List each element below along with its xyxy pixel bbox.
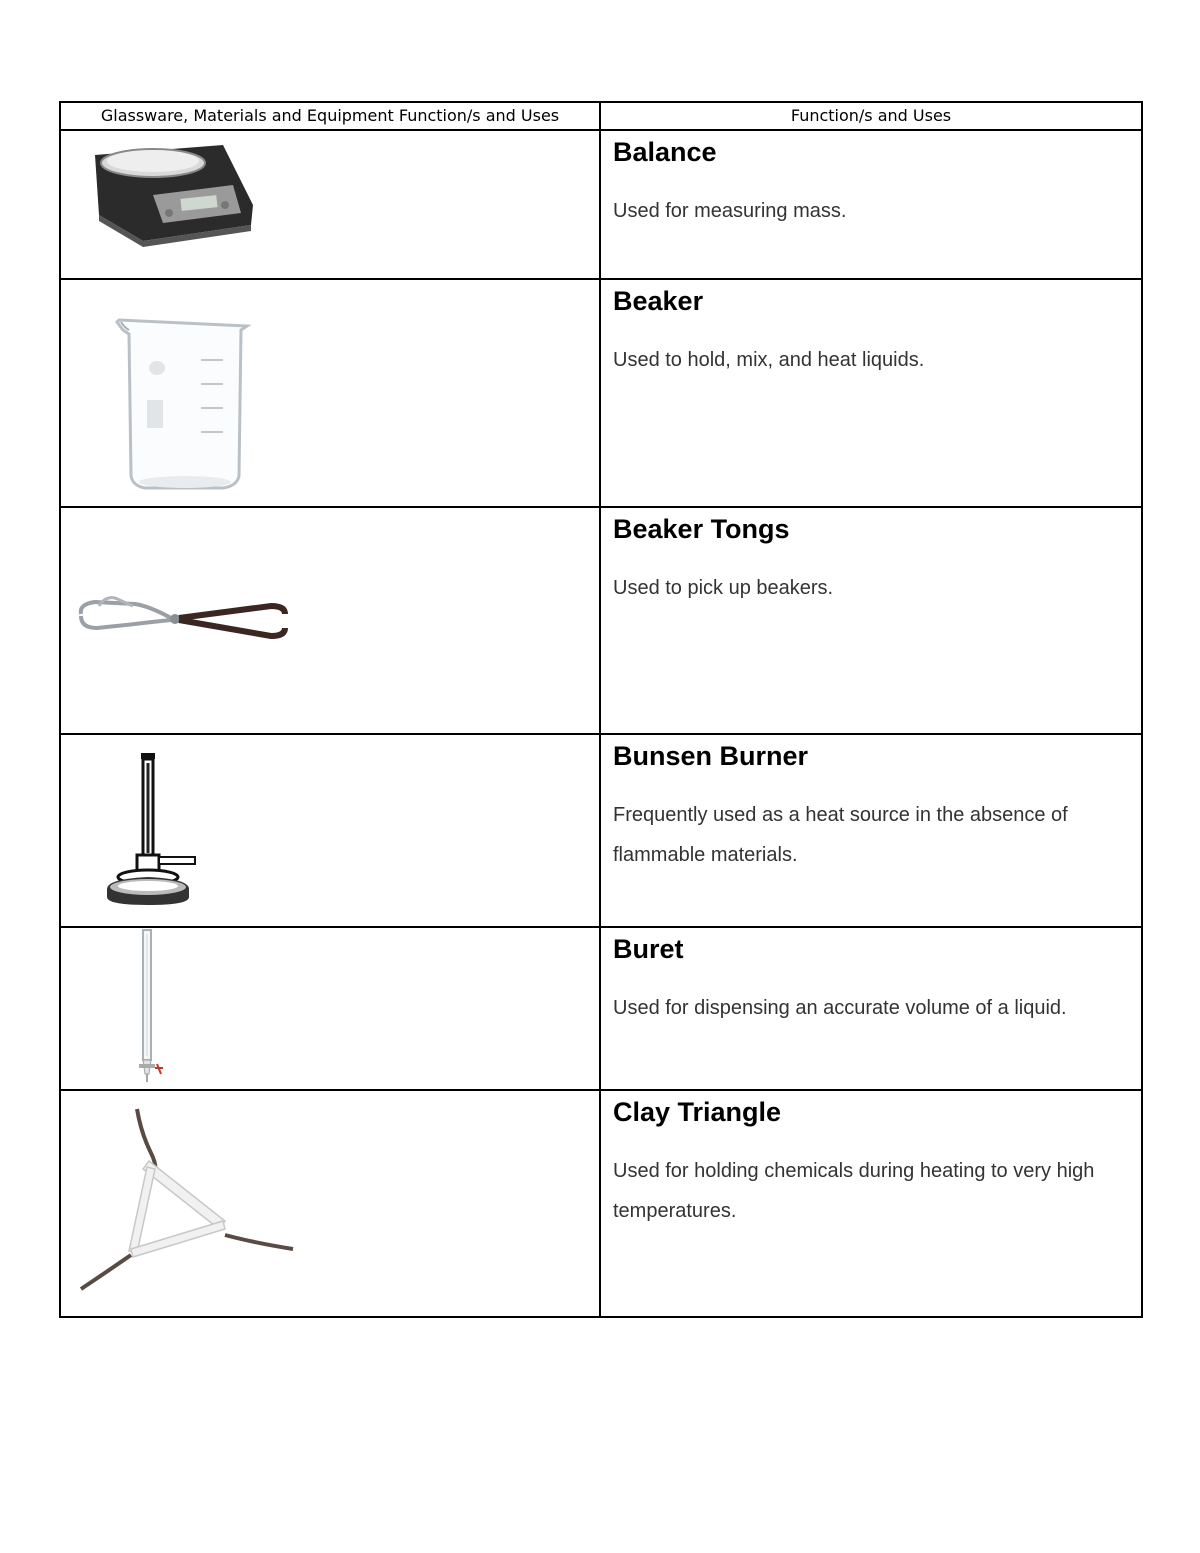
item-description: Used for holding chemicals during heating to very high temperatures. — [613, 1160, 1095, 1222]
item-name: Buret — [613, 934, 684, 964]
item-description: Used to hold, mix, and heat liquids. — [613, 349, 925, 371]
info-cell — [600, 279, 1142, 507]
info-cell — [600, 1090, 1142, 1317]
table-row — [60, 734, 1142, 927]
item-name: Beaker — [613, 286, 704, 316]
bunsen-burner-icon — [91, 749, 291, 919]
item-name: Bunsen Burner — [613, 741, 809, 771]
info-cell — [600, 507, 1142, 734]
clay-triangle-icon — [75, 1103, 305, 1303]
tongs-icon — [75, 588, 295, 668]
item-description: Used for dispensing an accurate volume of a liquid. — [613, 997, 1067, 1019]
image-cell — [60, 927, 600, 1090]
item-name: Clay Triangle — [613, 1097, 782, 1127]
table-row — [60, 927, 1142, 1090]
table-row — [60, 130, 1142, 279]
image-cell — [60, 507, 600, 734]
header-left: Glassware, Materials and Equipment Function/s and Uses — [60, 102, 600, 130]
image-cell — [60, 1090, 600, 1317]
image-cell — [60, 130, 600, 279]
beaker-icon — [73, 300, 273, 500]
info-cell — [600, 130, 1142, 279]
table-row — [60, 279, 1142, 507]
balance-icon — [73, 135, 273, 255]
image-cell — [60, 734, 600, 927]
table-row — [60, 1090, 1142, 1317]
header-right: Function/s and Uses — [600, 102, 1142, 130]
table-header-row — [60, 102, 1142, 130]
item-description: Used to pick up beakers. — [613, 577, 834, 599]
buret-icon — [129, 928, 189, 1088]
image-cell — [60, 279, 600, 507]
info-cell — [600, 734, 1142, 927]
info-cell — [600, 927, 1142, 1090]
item-description: Frequently used as a heat source in the absence of flammable materials. — [613, 804, 1068, 866]
item-name: Balance — [613, 137, 717, 167]
equipment-table — [59, 101, 1143, 1318]
item-name: Beaker Tongs — [613, 514, 790, 544]
table-row — [60, 507, 1142, 734]
item-description: Used for measuring mass. — [613, 200, 847, 222]
